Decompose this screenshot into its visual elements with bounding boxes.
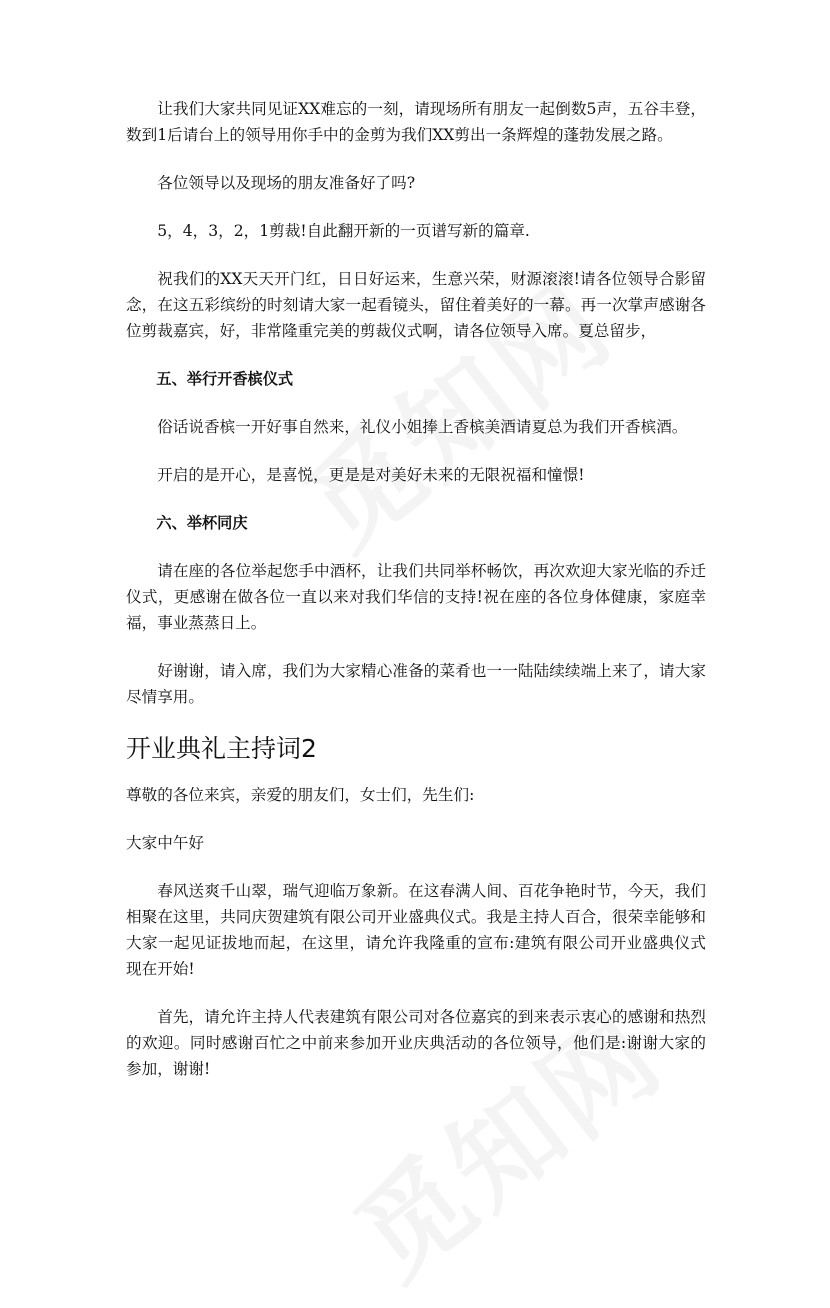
paragraph-ready: 各位领导以及现场的朋友准备好了吗? — [157, 174, 416, 192]
paragraph-opening: 春风送爽千山翠，瑞气迎临万象新。在这春满人间、百花争艳时节，今天，我们相聚在这里，共同庆贺建筑有限公司开业盛典仪式。我是主持人百合，很荣幸能够和大家一起见证拔地而起，在这里，请允许我隆重的宣布:建筑有限公司开业盛典仪式现在开始! — [126, 882, 706, 978]
paragraph-toast: 请在座的各位举起您手中酒杯，让我们共同举杯畅饮，再次欢迎大家光临的乔迁仪式，更感谢在做各位一直以来对我们华信的支持!祝在座的各位身体健康，家庭幸福，事业蒸蒸日上。 — [126, 562, 706, 632]
document-title: 开业典礼主持词2 — [126, 734, 317, 763]
paragraph-countdown: 让我们大家共同见证XX难忘的一刻，请现场所有朋友一起倒数5声，五谷丰登，数到1后请台上的领导用你手中的金剪为我们XX剪出一条辉煌的蓬勃发展之路。 — [126, 100, 706, 144]
paragraph-dinner: 好谢谢，请入席，我们为大家精心准备的菜肴也一一陆陆续续端上来了，请大家尽情享用。 — [126, 662, 706, 706]
paragraph-champagne: 俗话说香槟一开好事自然来，礼仪小姐捧上香槟美酒请夏总为我们开香槟酒。 — [157, 418, 688, 436]
paragraph-blessing: 祝我们的XX天天开门红，日日好运来，生意兴荣，财源滚滚!请各位领导合影留念，在这五彩缤纷的时刻请大家一起看镜头，留住着美好的一幕。再一次掌声感谢各位剪裁嘉宾，好，非常隆重完美的剪裁仪式啊，请各位领导入席。夏总留步， — [126, 270, 706, 340]
paragraph-cut: 5，4，3，2，1剪裁!自此翻开新的一页谱写新的篇章. — [157, 222, 530, 240]
paragraph-greeting: 尊敬的各位来宾，亲爱的朋友们，女士们，先生们: — [126, 786, 475, 804]
paragraph-good-noon: 大家中午好 — [126, 834, 204, 852]
paragraph-welcome: 首先，请允许主持人代表建筑有限公司对各位嘉宾的到来表示衷心的感谢和热烈的欢迎。同时感谢百忙之中前来参加开业庆典活动的各位领导，他们是:谢谢大家的参加，谢谢! — [126, 1008, 706, 1078]
paragraph-joy: 开启的是开心，是喜悦，更是是对美好未来的无限祝福和憧憬! — [157, 466, 585, 484]
section-heading-toast: 六、举杯同庆 — [156, 514, 248, 532]
section-heading-champagne: 五、举行开香槟仪式 — [156, 370, 294, 388]
document-body — [126, 96, 706, 1104]
